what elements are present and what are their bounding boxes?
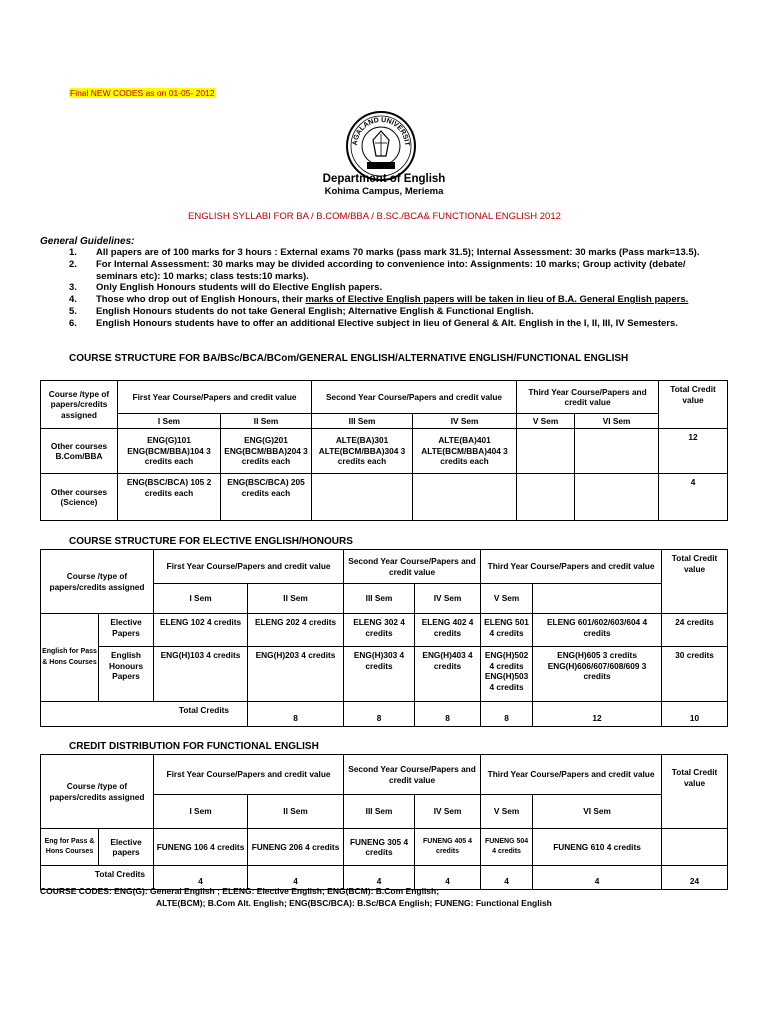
table-cell: FUNENG 504 4 credits [481,829,533,866]
total-value: 4 [415,866,481,890]
group-label: English for Pass & Hons Courses [41,614,99,702]
total-credits-label: Total Credits [41,702,248,727]
sem-header: III Sem [344,795,415,829]
table-cell: ELENG 202 4 credits [248,614,344,647]
total-value: 4 [154,866,248,890]
university-seal-icon [345,110,417,182]
guideline-item: 2. For Internal Assessment: 30 marks may be divided according to convenience into: Assignments: 10 marks; Group activity (debate/ seminars etc): 10 marks; class tests:10 marks). [69,258,686,282]
total-cell: 30 credits [662,647,728,702]
header-third-year: Third Year Course/Papers and credit value [517,381,659,414]
table-cell: FUNENG 305 4 credits [344,829,415,866]
header-first-year: First Year Course/Papers and credit value [154,550,344,584]
table-cell: FUNENG 206 4 credits [248,829,344,866]
course-structure-table-honours [40,549,728,727]
total-cell [662,829,728,866]
total-value: 4 [344,866,415,890]
total-value: 4 [481,866,533,890]
row-label: Other courses B.Com/BBA [41,429,118,474]
table-cell [575,429,659,474]
table-cell: ENG(BSC/BCA) 205 credits each [221,474,312,521]
total-value: 8 [344,702,415,727]
table2-title: COURSE STRUCTURE FOR ELECTIVE ENGLISH/HONOURS [69,536,353,547]
sem-header: IV Sem [413,414,517,429]
total-value: 4 [248,866,344,890]
total-cell: 24 credits [662,614,728,647]
department-title: Department of English [322,173,446,185]
row-label: Elective Papers [99,614,154,647]
table-cell: ENG(H)303 4 credits [344,647,415,702]
header-third-year: Third Year Course/Papers and credit value [481,550,662,584]
sem-header: VI Sem [533,795,662,829]
table-cell: FUNENG 405 4 credits [415,829,481,866]
total-cell: 12 [659,429,728,474]
sem-header: II Sem [248,584,344,614]
sem-header: II Sem [221,414,312,429]
table-cell: ENG(G)201 ENG(BCM/BBA)204 3 credits each [221,429,312,474]
table-cell: ENG(G)101 ENG(BCM/BBA)104 3 credits each [118,429,221,474]
table-cell: ALTE(BA)301 ALTE(BCM/BBA)304 3 credits each [312,429,413,474]
campus-subtitle: Kohima Campus, Meriema [324,186,444,197]
header-course-type: Course /type of papers/credits assigned [41,755,154,829]
sem-header: IV Sem [415,584,481,614]
course-structure-table-general [40,380,728,521]
header-total-credit: Total Credit value [662,755,728,829]
sem-header: V Sem [481,795,533,829]
guideline-item: 1. All papers are of 100 marks for 3 hours : External exams 70 marks (pass mark 31.5); Internal Assessment: 30 marks (Pass mark=13.5). [69,247,700,258]
table-cell [413,474,517,521]
sem-header: I Sem [154,795,248,829]
header-first-year: First Year Course/Papers and credit value [118,381,312,414]
sem-header: II Sem [248,795,344,829]
table3-title: CREDIT DISTRIBUTION FOR FUNCTIONAL ENGLISH [69,741,319,752]
guideline-item: 5. English Honours students do not take General English; Alternative English & Functional English. [69,305,534,317]
svg-text:NAGALAND UNIVERSITY: AGALAND UNIVERSIT [351,116,411,147]
course-codes-legend [40,886,552,909]
header-course-type: Course /type of papers/credits assigned [41,550,154,614]
final-codes-note: Final NEW CODES as on 01-05- 2012 [70,88,215,98]
table-cell [517,474,575,521]
total-value: 8 [481,702,533,727]
table-cell: FUNENG 106 4 credits [154,829,248,866]
table-cell: ELENG 402 4 credits [415,614,481,647]
header-total-credit: Total Credit value [662,550,728,614]
header-third-year: Third Year Course/Papers and credit value [481,755,662,795]
total-value: 12 [533,702,662,727]
header-second-year: Second Year Course/Papers and credit value [344,550,481,584]
total-value: 24 [662,866,728,890]
guidelines-heading: General Guidelines: [40,236,135,247]
sem-header: I Sem [154,584,248,614]
table-cell: ELENG 302 4 credits [344,614,415,647]
table1-title: COURSE STRUCTURE FOR BA/BSc/BCA/BCom/GENERAL ENGLISH/ALTERNATIVE ENGLISH/FUNCTIONAL ENGLISH [69,353,629,364]
table-cell [312,474,413,521]
total-value: 10 [662,702,728,727]
credit-distribution-table [40,754,728,890]
header-total-credit: Total Credit value [659,381,728,429]
table-cell [575,474,659,521]
course-codes-line: COURSE CODES: ENG(G): General English ; ELENG: Elective English; ENG(BCM): B.Com English; [40,886,440,896]
total-cell: 4 [659,474,728,521]
group-label: Eng for Pass & Hons Courses [41,829,99,866]
total-value: 4 [533,866,662,890]
header-first-year: First Year Course/Papers and credit value [154,755,344,795]
row-label: Other courses (Science) [41,474,118,521]
guideline-item: 4. Those who drop out of English Honours, their marks of Elective English papers will be taken in lieu of B.A. General English papers. [69,294,689,306]
guidelines-list [69,247,729,330]
row-label: Elective papers [99,829,154,866]
sem-header: III Sem [344,584,415,614]
table-cell: ENG(H)203 4 credits [248,647,344,702]
course-codes-line: ALTE(BCM); B.Com Alt. English; ENG(BSC/BCA): B.Sc/BCA English; FUNENG: Functional English [156,897,552,908]
table-cell: ENG(H)502 4 credits ENG(H)503 4 credits [481,647,533,702]
sem-header: III Sem [312,414,413,429]
sem-header: I Sem [118,414,221,429]
sem-header: VI Sem [575,414,659,429]
header-second-year: Second Year Course/Papers and credit value [344,755,481,795]
table-cell: ENG(H)403 4 credits [415,647,481,702]
sem-header [533,584,662,614]
table-cell: ELENG 102 4 credits [154,614,248,647]
table-cell: ENG(H)103 4 credits [154,647,248,702]
guideline-item: 3. Only English Honours students will do Elective English papers. [69,282,383,294]
sem-header: V Sem [517,414,575,429]
guideline-item: 6. English Honours students have to offer an additional Elective subject in lieu of General & Alt. English in the I, II, III, IV Semesters. [69,317,678,329]
header-course-type: Course /type of papers/credits assigned [41,381,118,429]
sem-header: V Sem [481,584,533,614]
table-cell: ENG(H)605 3 credits ENG(H)606/607/608/609 3 credits [533,647,662,702]
sem-header: IV Sem [415,795,481,829]
table-cell: ELENG 601/602/603/604 4 credits [533,614,662,647]
table-cell: ENG(BSC/BCA) 105 2 credits each [118,474,221,521]
header-second-year: Second Year Course/Papers and credit value [312,381,517,414]
total-value: 8 [248,702,344,727]
syllabi-title: ENGLISH SYLLABI FOR BA / B.COM/BBA / B.SC./BCA& FUNCTIONAL ENGLISH 2012 [188,211,561,222]
row-label: English Honours Papers [99,647,154,702]
table-cell [517,429,575,474]
table-cell: FUNENG 610 4 credits [533,829,662,866]
table-cell: ALTE(BA)401 ALTE(BCM/BBA)404 3 credits each [413,429,517,474]
total-value: 8 [415,702,481,727]
total-credits-label: Total Credits [41,866,154,890]
table-cell: ELENG 501 4 credits [481,614,533,647]
